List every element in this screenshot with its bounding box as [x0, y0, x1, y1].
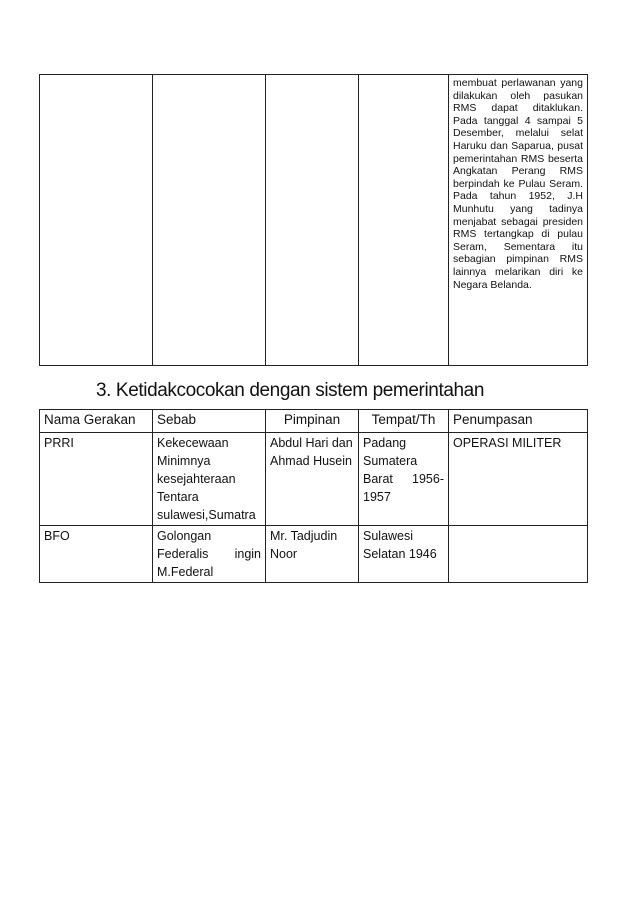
header-row [40, 410, 588, 433]
header-tempat: Tempat/Th [359, 410, 449, 433]
header-nama-gerakan: Nama Gerakan [40, 410, 153, 433]
cell-penumpasan: OPERASI MILITER [449, 433, 588, 526]
cell-pimpinan: Mr. Tadjudin Noor [266, 526, 359, 583]
table-row [40, 433, 588, 526]
empty-cell [153, 75, 266, 366]
empty-cell [40, 75, 153, 366]
table-row [40, 75, 588, 366]
table-row [40, 526, 588, 583]
cell-pimpinan: Abdul Hari dan Ahmad Husein [266, 433, 359, 526]
cell-sebab: Golongan Federalis ingin M.Federal [153, 526, 266, 583]
header-pimpinan: Pimpinan [266, 410, 359, 433]
header-sebab: Sebab [153, 410, 266, 433]
header-penumpasan: Penumpasan [449, 410, 588, 433]
movement-table [39, 409, 588, 583]
empty-cell [359, 75, 449, 366]
penumpasan-cell: membuat perlawanan yang dilakukan oleh pasukan RMS dapat ditaklukan. Pada tanggal 4 sampai 5 Desember, melalui selat Haruku dan Saparua, pusat pemerintahan RMS beserta Angkatan Perang RMS berpindah ke Pulau Seram. Pada tahun 1952, J.H Munhutu yang tadinya menjabat sebagai presiden RMS tertangkap di pulau Seram, Sementara itu sebagian pimpinan RMS lainnya melarikan diri ke Negara Belanda. [449, 75, 588, 366]
cell-nama: BFO [40, 526, 153, 583]
cell-tempat: Sulawesi Selatan 1946 [359, 526, 449, 583]
cell-tempat: Padang Sumatera Barat 1956-1957 [359, 433, 449, 526]
cell-nama: PRRI [40, 433, 153, 526]
cell-penumpasan [449, 526, 588, 583]
continued-table [39, 74, 588, 366]
empty-cell [266, 75, 359, 366]
cell-sebab: Kekecewaan Minimnya kesejahteraan Tentara sulawesi,Sumatra [153, 433, 266, 526]
section-title: 3. Ketidakcocokan dengan sistem pemerintahan [96, 380, 484, 401]
